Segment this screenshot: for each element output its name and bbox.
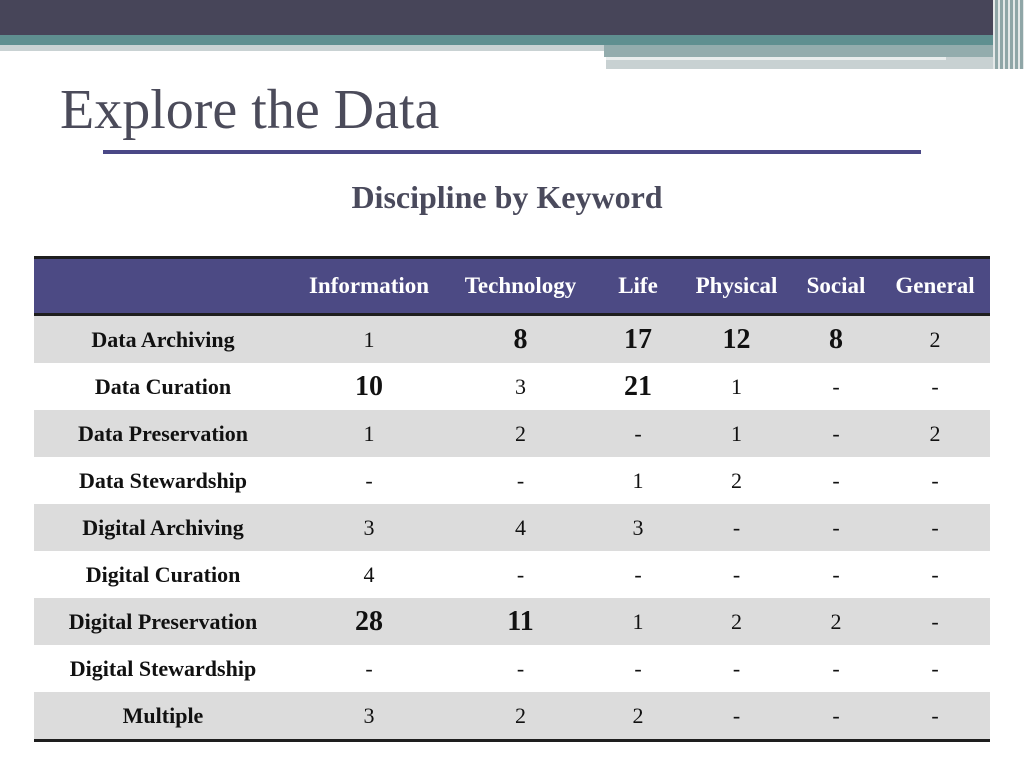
row-label: Digital Stewardship (34, 645, 292, 692)
table-cell: - (595, 410, 681, 457)
table-row (34, 551, 990, 598)
column-header: Life (595, 258, 681, 315)
table-subtitle: Discipline by Keyword (351, 179, 663, 215)
table-cell: 3 (292, 692, 446, 741)
table-cell: 2 (446, 410, 595, 457)
table-cell: 8 (792, 315, 880, 364)
header-band-light (0, 45, 604, 51)
row-label: Data Stewardship (34, 457, 292, 504)
table-cell: 2 (681, 598, 792, 645)
table-cell: 1 (681, 410, 792, 457)
table-cell: 11 (446, 598, 595, 645)
column-header: General (880, 258, 990, 315)
table-cell: - (880, 363, 990, 410)
table-cell: - (446, 551, 595, 598)
table-cell: 21 (595, 363, 681, 410)
table-cell: - (595, 645, 681, 692)
table-cell: - (880, 457, 990, 504)
table-cell: - (792, 457, 880, 504)
table-row (34, 315, 990, 364)
slide-title: Explore the Data (60, 79, 440, 141)
table-cell: 2 (880, 410, 990, 457)
table-cell: - (681, 504, 792, 551)
table-cell: 1 (681, 363, 792, 410)
table-row (34, 457, 990, 504)
table-cell: - (792, 410, 880, 457)
header-band-teal (0, 35, 1024, 45)
table-cell: - (681, 551, 792, 598)
table-cell: - (595, 551, 681, 598)
table-cell: - (880, 645, 990, 692)
table-cell: 4 (446, 504, 595, 551)
table-cell: 3 (595, 504, 681, 551)
table-cell: 12 (681, 315, 792, 364)
row-label: Data Archiving (34, 315, 292, 364)
column-header: Social (792, 258, 880, 315)
table-cell: - (792, 692, 880, 741)
row-label: Digital Preservation (34, 598, 292, 645)
column-header: Information (292, 258, 446, 315)
table-cell: 17 (595, 315, 681, 364)
header-band-dark (0, 0, 1024, 35)
table-cell: 2 (446, 692, 595, 741)
table-cell: - (446, 645, 595, 692)
table-cell: 1 (292, 410, 446, 457)
table-cell: - (792, 504, 880, 551)
decorative-vertical-lines (993, 0, 1024, 69)
table-row (34, 363, 990, 410)
table-cell: 8 (446, 315, 595, 364)
table-cell: 10 (292, 363, 446, 410)
table-cell: - (792, 363, 880, 410)
table-cell: 1 (595, 457, 681, 504)
table-cell: - (681, 645, 792, 692)
row-label: Multiple (34, 692, 292, 741)
header-band-highlight (606, 57, 946, 60)
table-cell: - (292, 645, 446, 692)
table-row (34, 504, 990, 551)
table-row (34, 692, 990, 741)
table-cell: 4 (292, 551, 446, 598)
table-cell: - (792, 551, 880, 598)
table-row (34, 598, 990, 645)
table-cell: 2 (880, 315, 990, 364)
row-label: Digital Archiving (34, 504, 292, 551)
table-cell: 3 (446, 363, 595, 410)
row-label: Data Preservation (34, 410, 292, 457)
row-label: Data Curation (34, 363, 292, 410)
table-cell: - (446, 457, 595, 504)
table-header-row (34, 258, 990, 315)
title-underline (103, 150, 921, 154)
table-cell: - (792, 645, 880, 692)
table-cell: 1 (292, 315, 446, 364)
table-cell: - (292, 457, 446, 504)
header-band-mid (604, 45, 1024, 57)
table-cell: 2 (681, 457, 792, 504)
table-row (34, 645, 990, 692)
column-header: Physical (681, 258, 792, 315)
table-cell: - (880, 692, 990, 741)
table-cell: - (880, 598, 990, 645)
table-cell: 2 (792, 598, 880, 645)
discipline-keyword-table (34, 256, 990, 742)
row-label: Digital Curation (34, 551, 292, 598)
table-cell: - (681, 692, 792, 741)
table-cell: 3 (292, 504, 446, 551)
table-cell: 2 (595, 692, 681, 741)
table-cell: 28 (292, 598, 446, 645)
header-corner (34, 258, 292, 315)
column-header: Technology (446, 258, 595, 315)
table-row (34, 410, 990, 457)
table-cell: - (880, 504, 990, 551)
table-cell: - (880, 551, 990, 598)
table-cell: 1 (595, 598, 681, 645)
